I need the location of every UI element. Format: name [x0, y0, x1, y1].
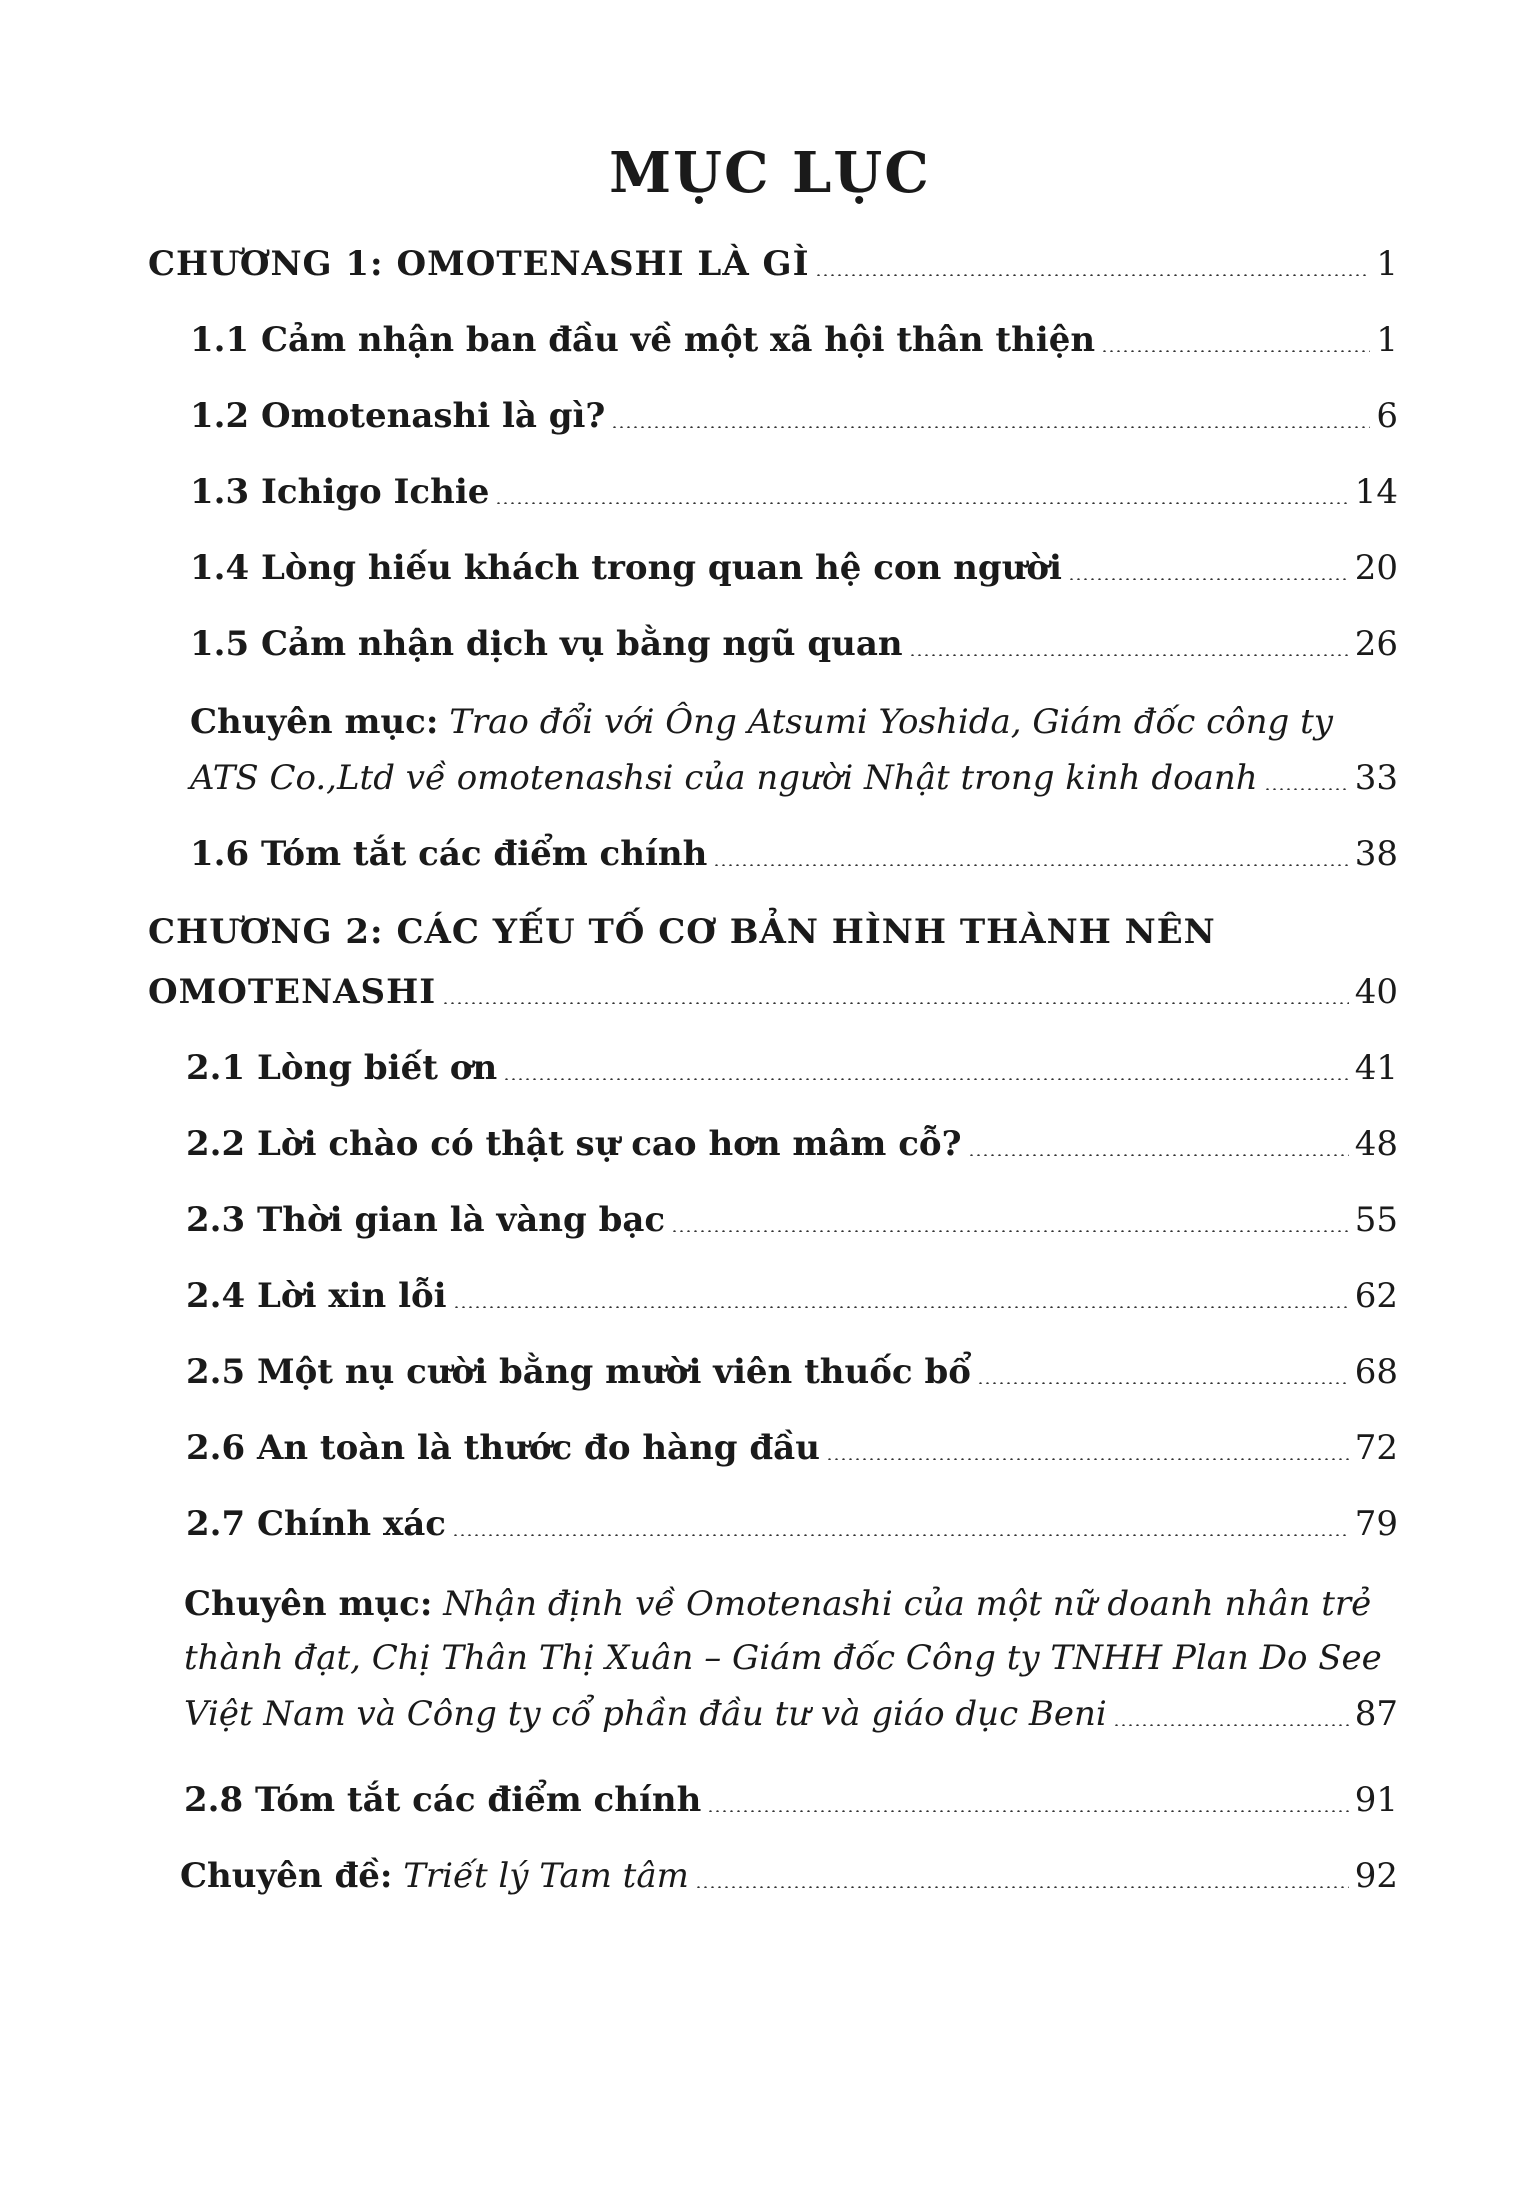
- leader-dots: [695, 1886, 1349, 1888]
- toc-column-2-line-2[interactable]: [184, 1634, 1382, 1682]
- leader-dots: [713, 864, 1348, 866]
- leader-dots: [442, 1002, 1349, 1004]
- toc-label: Trao đổi với Ông Atsumi Yoshida, Giám đốc công ty: [449, 702, 1333, 742]
- toc-page-number: 6: [1376, 396, 1398, 436]
- leader-dots: [453, 1306, 1349, 1308]
- toc-page-number: 91: [1354, 1780, 1398, 1820]
- toc-entry-1-6[interactable]: [190, 830, 1398, 878]
- toc-page-number: 48: [1354, 1124, 1398, 1164]
- leader-dots: [671, 1230, 1349, 1232]
- toc-page-number: 20: [1354, 548, 1398, 588]
- toc-label: 1.4 Lòng hiếu khách trong quan hệ con người: [190, 548, 1062, 588]
- toc-label-wrap: [180, 1852, 689, 1900]
- toc-label: Triết lý Tam tâm: [403, 1856, 689, 1896]
- toc-page-number: 41: [1354, 1048, 1398, 1088]
- toc-column-2-line-3[interactable]: [184, 1690, 1398, 1738]
- toc-page-number: 87: [1354, 1694, 1398, 1734]
- toc-chapter-1[interactable]: [148, 240, 1398, 288]
- toc-entry-2-8[interactable]: [184, 1776, 1398, 1824]
- leader-dots: [1113, 1724, 1349, 1726]
- leader-dots: [1101, 350, 1370, 352]
- leader-dots: [1264, 788, 1349, 790]
- toc-page-number: 72: [1354, 1428, 1398, 1468]
- toc-page-number: 1: [1376, 244, 1398, 284]
- toc-label: 2.1 Lòng biết ơn: [186, 1048, 498, 1088]
- toc-label: 2.7 Chính xác: [186, 1504, 446, 1544]
- leader-dots: [495, 502, 1348, 504]
- toc-page-number: 26: [1354, 624, 1398, 664]
- toc-label: 1.6 Tóm tắt các điểm chính: [190, 834, 708, 874]
- toc-label: 2.3 Thời gian là vàng bạc: [186, 1200, 666, 1240]
- toc-entry-2-1[interactable]: [186, 1044, 1398, 1092]
- toc-column-1-line-2[interactable]: [190, 754, 1398, 802]
- leader-dots: [909, 654, 1349, 656]
- toc-entry-2-5[interactable]: [186, 1348, 1398, 1396]
- toc-label: 2.4 Lời xin lỗi: [186, 1276, 447, 1316]
- toc-label: 2.2 Lời chào có thật sự cao hơn mâm cỗ?: [186, 1124, 962, 1164]
- toc-chapter-2-line-1[interactable]: [148, 908, 1216, 956]
- toc-label: 2.5 Một nụ cười bằng mười viên thuốc bổ: [186, 1352, 971, 1392]
- toc-label: 1.2 Omotenashi là gì?: [190, 396, 606, 436]
- toc-label-wrap: [190, 754, 1258, 802]
- toc-label: OMOTENASHI: [148, 972, 437, 1012]
- leader-dots: [826, 1458, 1349, 1460]
- leader-dots: [503, 1078, 1349, 1080]
- toc-entry-1-1[interactable]: [190, 316, 1398, 364]
- toc-label: Nhận định về Omotenashi của một nữ doanh nhân trẻ: [443, 1584, 1372, 1624]
- toc-label: CHƯƠNG 2: CÁC YẾU TỐ CƠ BẢN HÌNH THÀNH NÊN: [148, 912, 1216, 952]
- toc-prefix: Chuyên mục:: [190, 702, 439, 742]
- toc-label: Việt Nam và Công ty cổ phần đầu tư và giáo dục Beni: [184, 1694, 1107, 1734]
- toc-entry-2-2[interactable]: [186, 1120, 1398, 1168]
- toc-topic[interactable]: [180, 1852, 1398, 1900]
- toc-chapter-2-line-2[interactable]: [148, 968, 1398, 1016]
- toc-page-number: 38: [1354, 834, 1398, 874]
- toc-entry-2-4[interactable]: [186, 1272, 1398, 1320]
- toc-entry-1-5[interactable]: [190, 620, 1398, 668]
- toc-label: ATS Co.,Ltd về omotenashsi của người Nhật trong kinh doanh: [190, 758, 1258, 798]
- leader-dots: [977, 1382, 1349, 1384]
- toc-label: CHƯƠNG 1: OMOTENASHI LÀ GÌ: [148, 244, 810, 284]
- leader-dots: [815, 274, 1370, 276]
- toc-label: 1.1 Cảm nhận ban đầu về một xã hội thân thiện: [190, 320, 1096, 360]
- leader-dots: [707, 1810, 1348, 1812]
- toc-prefix: Chuyên mục:: [184, 1584, 433, 1624]
- toc-entry-1-4[interactable]: [190, 544, 1398, 592]
- toc-page-number: 1: [1376, 320, 1398, 360]
- toc-column-1-line-1[interactable]: [190, 698, 1333, 746]
- leader-dots: [1068, 578, 1349, 580]
- toc-page-number: 14: [1354, 472, 1398, 512]
- page-title: MỤC LỤC: [609, 140, 931, 206]
- leader-dots: [452, 1534, 1349, 1536]
- toc-page-number: 33: [1354, 758, 1398, 798]
- toc-prefix: Chuyên đề:: [180, 1856, 393, 1896]
- leader-dots: [611, 426, 1370, 428]
- toc-label: 2.6 An toàn là thước đo hàng đầu: [186, 1428, 820, 1468]
- toc-label: thành đạt, Chị Thân Thị Xuân – Giám đốc Công ty TNHH Plan Do See: [184, 1638, 1382, 1678]
- toc-page-number: 62: [1354, 1276, 1398, 1316]
- toc-entry-1-2[interactable]: [190, 392, 1398, 440]
- toc-entry-2-7[interactable]: [186, 1500, 1398, 1548]
- toc-page-number: 55: [1354, 1200, 1398, 1240]
- toc-page-number: 79: [1354, 1504, 1398, 1544]
- toc-entry-1-3[interactable]: [190, 468, 1398, 516]
- leader-dots: [968, 1154, 1349, 1156]
- toc-page-number: 68: [1354, 1352, 1398, 1392]
- toc-label-wrap: [184, 1690, 1107, 1738]
- toc-page-number: 92: [1354, 1856, 1398, 1896]
- toc-entry-2-3[interactable]: [186, 1196, 1398, 1244]
- toc-page-number: 40: [1354, 972, 1398, 1012]
- toc-column-2-line-1[interactable]: [184, 1580, 1371, 1628]
- toc-label: 1.3 Ichigo Ichie: [190, 472, 490, 512]
- toc-label: 1.5 Cảm nhận dịch vụ bằng ngũ quan: [190, 624, 903, 664]
- toc-entry-2-6[interactable]: [186, 1424, 1398, 1472]
- toc-label: 2.8 Tóm tắt các điểm chính: [184, 1780, 702, 1820]
